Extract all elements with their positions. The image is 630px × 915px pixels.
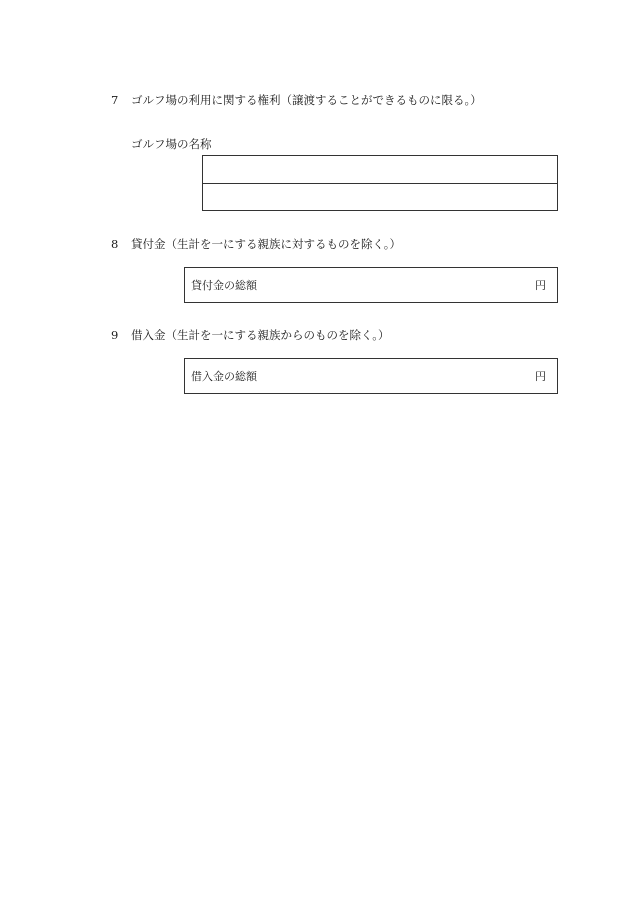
golf-course-name-row-1[interactable] <box>203 156 557 184</box>
loan-receivable-total-field[interactable] <box>184 267 558 303</box>
loan-receivable-unit: 円 <box>535 279 546 292</box>
golf-course-name-label: ゴルフ場の名称 <box>131 137 212 151</box>
section-9-number: 9 <box>111 328 119 342</box>
golf-course-name-row-2[interactable] <box>203 184 557 211</box>
section-7-number: 7 <box>111 93 119 107</box>
section-8-number: 8 <box>111 237 119 251</box>
section-7-title: ゴルフ場の利用に関する権利（譲渡することができるものに限る。） <box>131 93 482 107</box>
loan-receivable-total-label: 貸付金の総額 <box>191 279 257 292</box>
borrowing-total-label: 借入金の総額 <box>191 370 257 383</box>
section-9-title: 借入金（生計を一にする親族からのものを除く。） <box>131 328 390 342</box>
borrowing-unit: 円 <box>535 370 546 383</box>
borrowing-total-field[interactable] <box>184 358 558 394</box>
section-8-title: 貸付金（生計を一にする親族に対するものを除く。） <box>131 237 402 251</box>
golf-course-name-table <box>202 155 558 211</box>
